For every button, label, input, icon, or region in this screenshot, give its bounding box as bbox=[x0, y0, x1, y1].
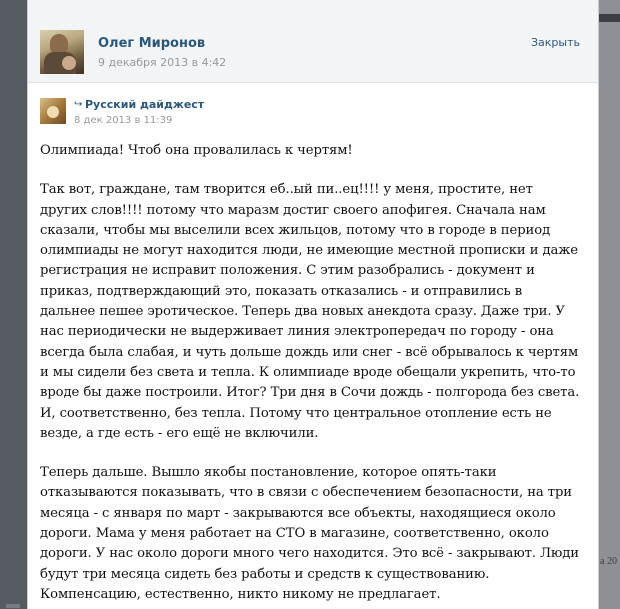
author-name-link[interactable]: Олег Миронов bbox=[98, 36, 206, 51]
repost-arrow-icon: ↪ bbox=[74, 99, 83, 110]
post-date[interactable]: 9 декабря 2013 в 4:42 bbox=[98, 56, 227, 69]
repost-source-avatar[interactable] bbox=[40, 98, 66, 124]
post-popup bbox=[28, 0, 598, 609]
post-paragraph: Так вот, граждане, там творится еб..ый пи..ец!!!! у меня, простите, нет других слов!!!! потому что маразм достиг своего апофигея. Сначала нам сказали, чтобы мы выселили всех жильцов, потому что в городе в период олимпиады не могут находится люди, не имеющие местной прописки и даже регистрация не исправит положения. С этим разобрались - документ и приказ, подтверждающий это, показать отказались - и отправились в дальнее пешее эротическое. Теперь два новых анекдота сразу. Даже три. У нас периодически не выдерживает линия электропередач по городу - она всегда была слабая, и чуть дольше дождь или снег - всё обрывалось к чертям и мы сидели без света и тепла. К олимпиаде вроде обещали укрепить, что-то вроде бы даже построили. Итог? Три дня в Сочи дождь - полгорода без света. И, соответственно, без тепла. Потому что центральное отопление есть не везде, а где есть - его ещё не включили. bbox=[40, 182, 580, 441]
post-paragraph: Олимпиада! Чтоб она провалилась к чертям! bbox=[40, 143, 353, 158]
post-text bbox=[40, 141, 580, 605]
avatar-figure bbox=[62, 56, 76, 70]
modal-overlay-right[interactable] bbox=[598, 0, 620, 609]
repost-date[interactable]: 8 дек 2013 в 11:39 bbox=[74, 115, 173, 126]
avatar-figure bbox=[50, 34, 68, 54]
post-paragraph: Теперь дальше. Вышло якобы постановление, которое опять-таки отказываются показывать, что в связи с обеспечением безопасности, на три месяца - с января по март - закрываются все объекты, находящиеся около дороги. Мама у меня работает на СТО в магазине, соответственно, около дороги. У нас около дороги много чего находится. Это всё - закрывают. Люди будут три месяца сидеть без работы и средств к существованию. Компенсацию, естественно, никто никому не предлагает. bbox=[40, 465, 579, 602]
background-fragment bbox=[6, 604, 20, 608]
background-date-fragment: a 20 bbox=[600, 556, 617, 567]
avatar-figure bbox=[47, 106, 59, 118]
repost-source-link[interactable]: Русский дайджест bbox=[85, 98, 205, 111]
repost-header bbox=[40, 98, 580, 132]
author-avatar[interactable] bbox=[40, 30, 84, 74]
post-header bbox=[28, 0, 598, 83]
modal-overlay-left[interactable] bbox=[0, 0, 27, 609]
background-fragment bbox=[598, 14, 620, 22]
close-button[interactable]: Закрыть bbox=[531, 36, 580, 49]
